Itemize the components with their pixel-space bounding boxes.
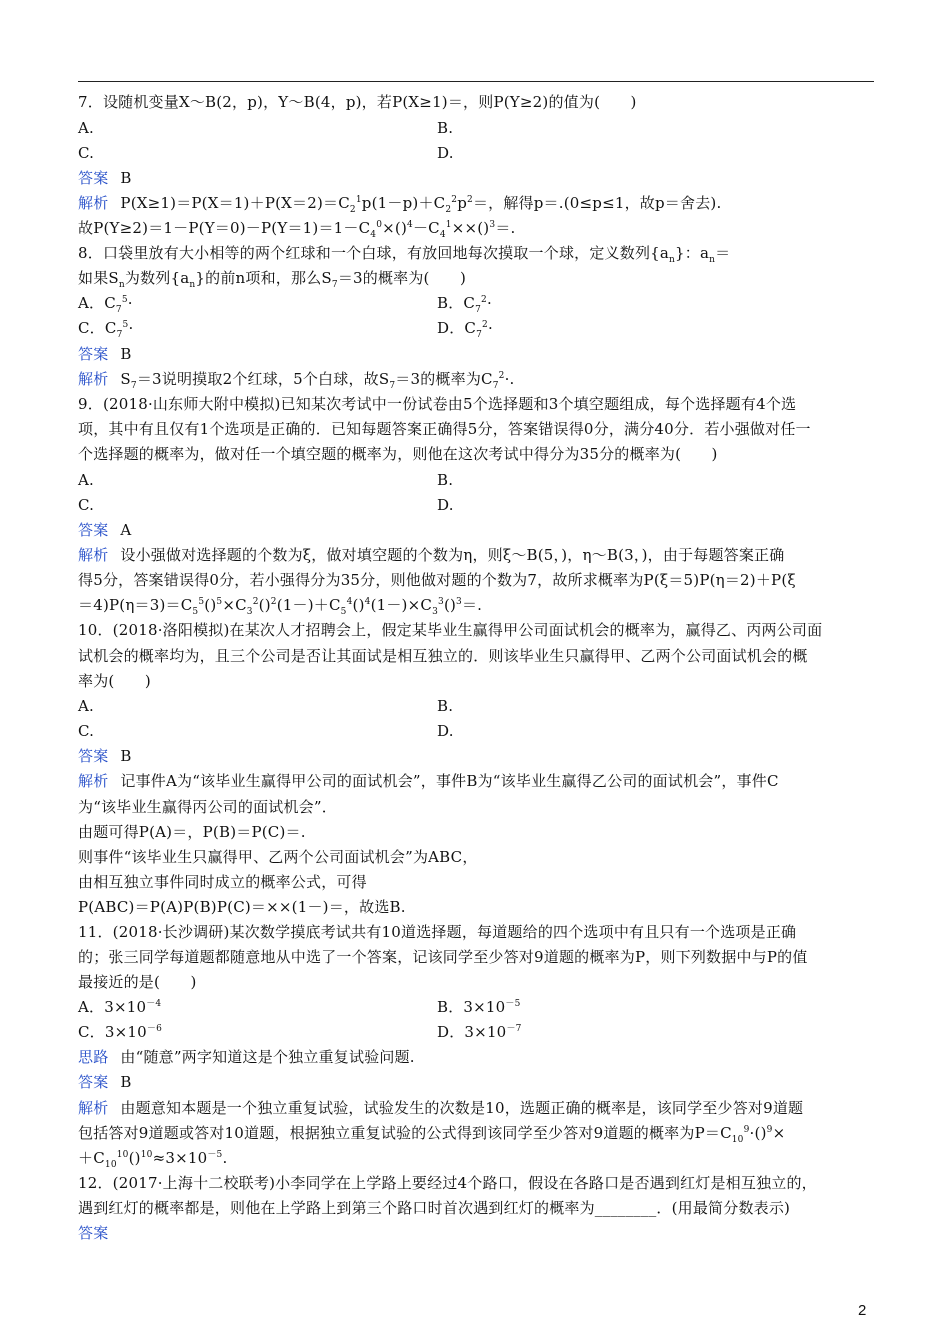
answer-label: 答案 xyxy=(78,521,109,539)
q7-stem: 7．设随机变量X～B(2，p)，Y～B(4，p)，若P(X≥1)＝，则P(Y≥2)的值为( ) xyxy=(78,93,637,111)
q8-answer: 答案 B xyxy=(78,345,132,363)
q8-option-a: A．$C_7^5\cdot$ xyxy=(78,294,133,315)
q7-option-d: D. xyxy=(437,144,454,162)
q10-analysis-line-1: 解析 记事件A为“该毕业生赢得甲公司的面试机会”，事件B为“该毕业生赢得乙公司的面试机会”，事件C xyxy=(78,772,779,790)
analysis-label: 解析 xyxy=(78,1099,109,1117)
q8-analysis: 解析 $S_7=3$说明摸取2个红球，5个白球，故$S_7=3$的概率为$C_7^2\cdot$. xyxy=(78,370,515,391)
answer-label: 答案 xyxy=(78,1224,109,1242)
q9-analysis-line-2: 得5分，答案错误得0分，若小强得分为35分，则他做对题的个数为7，故所求概率为P(ξ＝5)P(η＝2)＋P(ξ xyxy=(78,571,796,589)
q10-analysis-line-2: 为“该毕业生赢得丙公司的面试机会”． xyxy=(78,798,337,816)
q10-option-c: C. xyxy=(78,722,95,740)
answer-label: 答案 xyxy=(78,1073,109,1091)
q7-analysis-line-1: 解析 $P(X\ge 1)=P(X=1)+P(X=2)=C_2^1p(1-p)+C_2^2p^2=$，解得p＝.(0≤p≤1，故p＝舍去). xyxy=(78,194,722,215)
answer-label: 答案 xyxy=(78,747,109,765)
q9-stem-line-1: 9．(2018·山东师大附中模拟)已知某次考试中一份试卷由5个选择题和3个填空题组成，每个选择题有4个选 xyxy=(78,395,797,413)
answer-label: 答案 xyxy=(78,345,109,363)
q9-option-c: C. xyxy=(78,496,95,514)
q10-answer: 答案 B xyxy=(78,747,132,765)
analysis-label: 解析 xyxy=(78,772,109,790)
q11-option-d: D．$3\times 10^{-7}$ xyxy=(437,1023,522,1041)
analysis-label: 解析 xyxy=(78,194,109,212)
q10-stem-line-1: 10．(2018·洛阳模拟)在某次人才招聘会上，假定某毕业生赢得甲公司面试机会的概率为，赢得乙、丙两公司面 xyxy=(78,621,823,639)
q9-option-a: A. xyxy=(78,471,95,489)
q11-option-a: A．$3\times 10^{-4}$ xyxy=(78,998,162,1016)
q10-stem-line-3: 率为( ) xyxy=(78,672,151,690)
q12-stem-line-1: 12．(2017·上海十二校联考)小李同学在上学路上要经过4个路口，假设在各路口是否遇到红灯是相互独立的， xyxy=(78,1174,817,1192)
q8-stem-line-2: 如果$S_n$为数列$\{a_n\}$的前n项和，那么$S_7=3$的概率为( ) xyxy=(78,269,467,290)
q9-option-b: B. xyxy=(437,471,454,489)
q11-stem-line-1: 11．(2018·长沙调研)某次数学摸底考试共有10道选择题，每道题给的四个选项中有且只有一个选项是正确 xyxy=(78,923,797,941)
q10-analysis-line-6: P(ABC)＝P(A)P(B)P(C)＝××(1－)＝，故选B. xyxy=(78,898,406,916)
analysis-label: 解析 xyxy=(78,370,109,388)
page-number: 2 xyxy=(858,1302,867,1319)
q10-stem-line-2: 试机会的概率均为，且三个公司是否让其面试是相互独立的．则该毕业生只赢得甲、乙两个公司面试机会的概 xyxy=(78,647,808,665)
q8-option-b: B．$C_7^2\cdot$ xyxy=(437,294,492,315)
q8-stem-line-1: 8．口袋里放有大小相等的两个红球和一个白球，有放回地每次摸取一个球，定义数列$\{a_n\}$：$a_n=$ xyxy=(78,244,731,265)
q11-stem-line-2: 的；张三同学每道题都随意地从中选了一个答案，记该同学至少答对9道题的概率为P，则下列数据中与P的值 xyxy=(78,948,808,966)
q11-stem-line-3: 最接近的是( ) xyxy=(78,973,197,991)
idea-label: 思路 xyxy=(78,1048,109,1066)
q11-idea: 思路 由“随意”两字知道这是个独立重复试验问题. xyxy=(78,1048,415,1066)
q12-stem-line-2: 遇到红灯的概率都是，则他在上学路上到第三个路口时首次遇到红灯的概率为________．(用最简分数表示) xyxy=(78,1199,791,1217)
q8-option-d: D．$C_7^2\cdot$ xyxy=(437,319,493,340)
q10-option-b: B. xyxy=(437,697,454,715)
q7-analysis-line-2: 故$P(Y\ge 2)=1-P(Y=0)-P(Y=1)=1-C_4^0\times()^4-C_4^1\times\times()^3=$. xyxy=(78,219,516,240)
answer-label: 答案 xyxy=(78,169,109,187)
q10-analysis-line-3: 由题可得P(A)＝，P(B)＝P(C)＝. xyxy=(78,823,306,841)
q11-analysis-line-1: 解析 由题意知本题是一个独立重复试验，试验发生的次数是10，选题正确的概率是，该同学至少答对9道题 xyxy=(78,1099,804,1117)
q11-option-c: C．$3\times 10^{-6}$ xyxy=(78,1023,163,1041)
q10-option-a: A. xyxy=(78,697,95,715)
q9-answer: 答案 A xyxy=(78,521,132,539)
q11-analysis-line-3: $+C_{10}^{10}()^{10}\approx 3\times 10^{-5}$. xyxy=(78,1149,228,1170)
q9-option-d: D. xyxy=(437,496,454,514)
q12-answer xyxy=(78,1223,120,1243)
q11-option-b: B．$3\times 10^{-5}$ xyxy=(437,998,521,1016)
q11-answer: 答案 B xyxy=(78,1073,132,1091)
q7-answer: 答案 B xyxy=(78,169,132,187)
q9-stem-line-2: 项，其中有且仅有1个选项是正确的．已知每题答案正确得5分，答案错误得0分，满分40分．若小强做对任一 xyxy=(78,420,811,438)
q7-option-a: A. xyxy=(78,119,95,137)
q10-option-d: D. xyxy=(437,722,454,740)
q9-stem-line-3: 个选择题的概率为，做对任一个填空题的概率为，则他在这次考试中得分为35分的概率为( ) xyxy=(78,445,718,463)
q10-analysis-line-5: 由相互独立事件同时成立的概率公式，可得 xyxy=(78,873,367,891)
analysis-label: 解析 xyxy=(78,546,109,564)
q9-analysis-line-3: $=4)P(\eta=3)=C_5^5()^5\times C_3^2()^2(1-)+C_5^4()^4(1-)\times C_3^3()^3=$. xyxy=(78,596,483,617)
q8-option-c: C．$C_7^5\cdot$ xyxy=(78,319,134,340)
q7-option-c: C. xyxy=(78,144,95,162)
header-rule xyxy=(78,81,874,82)
q7-option-b: B. xyxy=(437,119,454,137)
q9-analysis-line-1: 解析 设小强做对选择题的个数为ξ，做对填空题的个数为η，则ξ～B(5，)，η～B(3，)，由于每题答案正确 xyxy=(78,546,785,564)
q10-analysis-line-4: 则事件“该毕业生只赢得甲、乙两个公司面试机会”为ABC， xyxy=(78,848,478,866)
q11-analysis-line-2: 包括答对9道题或答对10道题，根据独立重复试验的公式得到该同学至少答对9道题的概率为$P=C_{10}^9\cdot()^9\times$ xyxy=(78,1124,786,1145)
